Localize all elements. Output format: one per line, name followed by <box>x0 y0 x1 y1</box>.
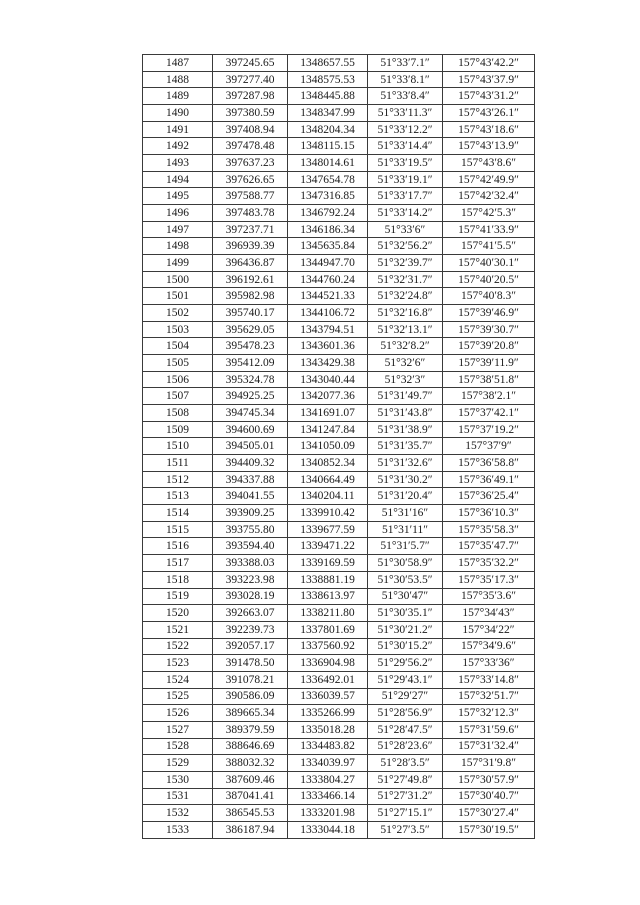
x-coordinate-cell: 395412.09 <box>213 355 288 372</box>
y-coordinate-cell: 1339471.22 <box>288 538 368 555</box>
table-row <box>143 671 535 688</box>
x-coordinate-cell: 394600.69 <box>213 421 288 438</box>
point-number-cell: 1531 <box>143 788 213 805</box>
latitude-cell: 51°31′20.4″ <box>368 488 443 505</box>
x-coordinate-cell: 393388.03 <box>213 555 288 572</box>
x-coordinate-cell: 388646.69 <box>213 738 288 755</box>
longitude-cell: 157°30′57.9″ <box>443 771 535 788</box>
y-coordinate-cell: 1343429.38 <box>288 355 368 372</box>
x-coordinate-cell: 397637.23 <box>213 155 288 172</box>
longitude-cell: 157°35′32.2″ <box>443 555 535 572</box>
point-number-cell: 1499 <box>143 255 213 272</box>
y-coordinate-cell: 1333201.98 <box>288 805 368 822</box>
table-row <box>143 55 535 72</box>
longitude-cell: 157°32′12.3″ <box>443 705 535 722</box>
table-row <box>143 121 535 138</box>
longitude-cell: 157°31′59.6″ <box>443 721 535 738</box>
latitude-cell: 51°33′7.1″ <box>368 55 443 72</box>
table-row <box>143 138 535 155</box>
x-coordinate-cell: 397237.71 <box>213 221 288 238</box>
y-coordinate-cell: 1336492.01 <box>288 671 368 688</box>
y-coordinate-cell: 1343794.51 <box>288 321 368 338</box>
point-number-cell: 1513 <box>143 488 213 505</box>
y-coordinate-cell: 1333044.18 <box>288 821 368 838</box>
point-number-cell: 1497 <box>143 221 213 238</box>
point-number-cell: 1505 <box>143 355 213 372</box>
point-number-cell: 1507 <box>143 388 213 405</box>
latitude-cell: 51°31′49.7″ <box>368 388 443 405</box>
point-number-cell: 1525 <box>143 688 213 705</box>
longitude-cell: 157°39′30.7″ <box>443 321 535 338</box>
x-coordinate-cell: 392057.17 <box>213 638 288 655</box>
table-row <box>143 538 535 555</box>
x-coordinate-cell: 391478.50 <box>213 655 288 672</box>
y-coordinate-cell: 1337560.92 <box>288 638 368 655</box>
latitude-cell: 51°32′6″ <box>368 355 443 372</box>
table-row <box>143 355 535 372</box>
longitude-cell: 157°36′10.3″ <box>443 505 535 522</box>
latitude-cell: 51°31′30.2″ <box>368 471 443 488</box>
table-row <box>143 288 535 305</box>
longitude-cell: 157°36′49.1″ <box>443 471 535 488</box>
table-row <box>143 171 535 188</box>
latitude-cell: 51°33′19.5″ <box>368 155 443 172</box>
longitude-cell: 157°40′30.1″ <box>443 255 535 272</box>
longitude-cell: 157°30′27.4″ <box>443 805 535 822</box>
table-row <box>143 205 535 222</box>
point-number-cell: 1503 <box>143 321 213 338</box>
table-row <box>143 755 535 772</box>
point-number-cell: 1510 <box>143 438 213 455</box>
y-coordinate-cell: 1341691.07 <box>288 405 368 422</box>
y-coordinate-cell: 1333466.14 <box>288 788 368 805</box>
y-coordinate-cell: 1340204.11 <box>288 488 368 505</box>
point-number-cell: 1491 <box>143 121 213 138</box>
x-coordinate-cell: 387609.46 <box>213 771 288 788</box>
point-number-cell: 1506 <box>143 371 213 388</box>
x-coordinate-cell: 386545.53 <box>213 805 288 822</box>
latitude-cell: 51°30′21.2″ <box>368 621 443 638</box>
longitude-cell: 157°33′36″ <box>443 655 535 672</box>
y-coordinate-cell: 1344521.33 <box>288 288 368 305</box>
point-number-cell: 1488 <box>143 71 213 88</box>
point-number-cell: 1528 <box>143 738 213 755</box>
longitude-cell: 157°43′31.2″ <box>443 88 535 105</box>
longitude-cell: 157°32′51.7″ <box>443 688 535 705</box>
y-coordinate-cell: 1340664.49 <box>288 471 368 488</box>
table-row <box>143 255 535 272</box>
latitude-cell: 51°33′14.2″ <box>368 205 443 222</box>
longitude-cell: 157°35′3.6″ <box>443 588 535 605</box>
point-number-cell: 1496 <box>143 205 213 222</box>
coordinates-table <box>142 54 535 839</box>
y-coordinate-cell: 1338613.97 <box>288 588 368 605</box>
x-coordinate-cell: 389665.34 <box>213 705 288 722</box>
latitude-cell: 51°33′6″ <box>368 221 443 238</box>
longitude-cell: 157°39′11.9″ <box>443 355 535 372</box>
point-number-cell: 1511 <box>143 455 213 472</box>
point-number-cell: 1518 <box>143 571 213 588</box>
point-number-cell: 1521 <box>143 621 213 638</box>
point-number-cell: 1489 <box>143 88 213 105</box>
longitude-cell: 157°39′20.8″ <box>443 338 535 355</box>
y-coordinate-cell: 1342077.36 <box>288 388 368 405</box>
y-coordinate-cell: 1341050.09 <box>288 438 368 455</box>
x-coordinate-cell: 392663.07 <box>213 605 288 622</box>
x-coordinate-cell: 394505.01 <box>213 438 288 455</box>
table-row <box>143 155 535 172</box>
point-number-cell: 1517 <box>143 555 213 572</box>
x-coordinate-cell: 397287.98 <box>213 88 288 105</box>
table-row <box>143 788 535 805</box>
longitude-cell: 157°42′32.4″ <box>443 188 535 205</box>
latitude-cell: 51°32′56.2″ <box>368 238 443 255</box>
x-coordinate-cell: 395982.98 <box>213 288 288 305</box>
y-coordinate-cell: 1348014.61 <box>288 155 368 172</box>
point-number-cell: 1519 <box>143 588 213 605</box>
point-number-cell: 1526 <box>143 705 213 722</box>
point-number-cell: 1504 <box>143 338 213 355</box>
x-coordinate-cell: 397478.48 <box>213 138 288 155</box>
y-coordinate-cell: 1348347.99 <box>288 105 368 122</box>
y-coordinate-cell: 1348204.34 <box>288 121 368 138</box>
longitude-cell: 157°38′2.1″ <box>443 388 535 405</box>
y-coordinate-cell: 1334039.97 <box>288 755 368 772</box>
x-coordinate-cell: 394041.55 <box>213 488 288 505</box>
point-number-cell: 1520 <box>143 605 213 622</box>
x-coordinate-cell: 393028.19 <box>213 588 288 605</box>
x-coordinate-cell: 390586.09 <box>213 688 288 705</box>
table-row <box>143 388 535 405</box>
x-coordinate-cell: 397380.59 <box>213 105 288 122</box>
y-coordinate-cell: 1336039.57 <box>288 688 368 705</box>
point-number-cell: 1502 <box>143 305 213 322</box>
latitude-cell: 51°32′39.7″ <box>368 255 443 272</box>
y-coordinate-cell: 1333804.27 <box>288 771 368 788</box>
latitude-cell: 51°31′16″ <box>368 505 443 522</box>
table-row <box>143 655 535 672</box>
table-row <box>143 188 535 205</box>
table-row <box>143 705 535 722</box>
table-row <box>143 321 535 338</box>
point-number-cell: 1494 <box>143 171 213 188</box>
y-coordinate-cell: 1338881.19 <box>288 571 368 588</box>
coordinates-table-body <box>143 55 535 839</box>
table-row <box>143 738 535 755</box>
x-coordinate-cell: 396436.87 <box>213 255 288 272</box>
table-row <box>143 405 535 422</box>
y-coordinate-cell: 1336904.98 <box>288 655 368 672</box>
longitude-cell: 157°43′42.2″ <box>443 55 535 72</box>
table-row <box>143 371 535 388</box>
latitude-cell: 51°33′19.1″ <box>368 171 443 188</box>
longitude-cell: 157°42′49.9″ <box>443 171 535 188</box>
y-coordinate-cell: 1345635.84 <box>288 238 368 255</box>
table-row <box>143 605 535 622</box>
x-coordinate-cell: 397277.40 <box>213 71 288 88</box>
table-row <box>143 505 535 522</box>
longitude-cell: 157°31′9.8″ <box>443 755 535 772</box>
table-row <box>143 88 535 105</box>
y-coordinate-cell: 1347654.78 <box>288 171 368 188</box>
table-row <box>143 221 535 238</box>
longitude-cell: 157°37′19.2″ <box>443 421 535 438</box>
table-row <box>143 238 535 255</box>
y-coordinate-cell: 1348115.15 <box>288 138 368 155</box>
x-coordinate-cell: 388032.32 <box>213 755 288 772</box>
longitude-cell: 157°40′8.3″ <box>443 288 535 305</box>
x-coordinate-cell: 397626.65 <box>213 171 288 188</box>
latitude-cell: 51°33′8.4″ <box>368 88 443 105</box>
longitude-cell: 157°35′47.7″ <box>443 538 535 555</box>
table-row <box>143 471 535 488</box>
longitude-cell: 157°33′14.8″ <box>443 671 535 688</box>
longitude-cell: 157°35′58.3″ <box>443 521 535 538</box>
longitude-cell: 157°41′5.5″ <box>443 238 535 255</box>
table-row <box>143 805 535 822</box>
latitude-cell: 51°27′3.5″ <box>368 821 443 838</box>
table-row <box>143 521 535 538</box>
x-coordinate-cell: 392239.73 <box>213 621 288 638</box>
latitude-cell: 51°28′56.9″ <box>368 705 443 722</box>
point-number-cell: 1516 <box>143 538 213 555</box>
y-coordinate-cell: 1334483.82 <box>288 738 368 755</box>
longitude-cell: 157°41′33.9″ <box>443 221 535 238</box>
y-coordinate-cell: 1348657.55 <box>288 55 368 72</box>
longitude-cell: 157°43′8.6″ <box>443 155 535 172</box>
point-number-cell: 1530 <box>143 771 213 788</box>
x-coordinate-cell: 394337.88 <box>213 471 288 488</box>
latitude-cell: 51°31′32.6″ <box>368 455 443 472</box>
table-row <box>143 771 535 788</box>
longitude-cell: 157°34′43″ <box>443 605 535 622</box>
y-coordinate-cell: 1339169.59 <box>288 555 368 572</box>
x-coordinate-cell: 389379.59 <box>213 721 288 738</box>
longitude-cell: 157°36′58.8″ <box>443 455 535 472</box>
y-coordinate-cell: 1344947.70 <box>288 255 368 272</box>
latitude-cell: 51°31′38.9″ <box>368 421 443 438</box>
table-row <box>143 621 535 638</box>
latitude-cell: 51°29′43.1″ <box>368 671 443 688</box>
x-coordinate-cell: 393594.40 <box>213 538 288 555</box>
point-number-cell: 1500 <box>143 271 213 288</box>
latitude-cell: 51°33′11.3″ <box>368 105 443 122</box>
point-number-cell: 1509 <box>143 421 213 438</box>
table-row <box>143 105 535 122</box>
table-row <box>143 338 535 355</box>
latitude-cell: 51°28′23.6″ <box>368 738 443 755</box>
table-row <box>143 455 535 472</box>
latitude-cell: 51°33′12.2″ <box>368 121 443 138</box>
x-coordinate-cell: 391078.21 <box>213 671 288 688</box>
x-coordinate-cell: 396939.39 <box>213 238 288 255</box>
latitude-cell: 51°28′47.5″ <box>368 721 443 738</box>
x-coordinate-cell: 386187.94 <box>213 821 288 838</box>
y-coordinate-cell: 1348445.88 <box>288 88 368 105</box>
latitude-cell: 51°32′13.1″ <box>368 321 443 338</box>
y-coordinate-cell: 1348575.53 <box>288 71 368 88</box>
latitude-cell: 51°28′3.5″ <box>368 755 443 772</box>
longitude-cell: 157°36′25.4″ <box>443 488 535 505</box>
x-coordinate-cell: 396192.61 <box>213 271 288 288</box>
latitude-cell: 51°31′43.8″ <box>368 405 443 422</box>
point-number-cell: 1532 <box>143 805 213 822</box>
point-number-cell: 1514 <box>143 505 213 522</box>
y-coordinate-cell: 1346792.24 <box>288 205 368 222</box>
point-number-cell: 1501 <box>143 288 213 305</box>
x-coordinate-cell: 397483.78 <box>213 205 288 222</box>
latitude-cell: 51°33′17.7″ <box>368 188 443 205</box>
point-number-cell: 1493 <box>143 155 213 172</box>
x-coordinate-cell: 397408.94 <box>213 121 288 138</box>
x-coordinate-cell: 395629.05 <box>213 321 288 338</box>
latitude-cell: 51°30′58.9″ <box>368 555 443 572</box>
table-row <box>143 721 535 738</box>
point-number-cell: 1524 <box>143 671 213 688</box>
latitude-cell: 51°31′11″ <box>368 521 443 538</box>
longitude-cell: 157°43′18.6″ <box>443 121 535 138</box>
y-coordinate-cell: 1346186.34 <box>288 221 368 238</box>
y-coordinate-cell: 1339910.42 <box>288 505 368 522</box>
y-coordinate-cell: 1335018.28 <box>288 721 368 738</box>
latitude-cell: 51°32′3″ <box>368 371 443 388</box>
y-coordinate-cell: 1347316.85 <box>288 188 368 205</box>
table-row <box>143 638 535 655</box>
x-coordinate-cell: 387041.41 <box>213 788 288 805</box>
table-row <box>143 555 535 572</box>
x-coordinate-cell: 397245.65 <box>213 55 288 72</box>
x-coordinate-cell: 394925.25 <box>213 388 288 405</box>
longitude-cell: 157°42′5.3″ <box>443 205 535 222</box>
table-row <box>143 821 535 838</box>
point-number-cell: 1527 <box>143 721 213 738</box>
latitude-cell: 51°32′8.2″ <box>368 338 443 355</box>
y-coordinate-cell: 1344760.24 <box>288 271 368 288</box>
table-row <box>143 71 535 88</box>
longitude-cell: 157°43′37.9″ <box>443 71 535 88</box>
latitude-cell: 51°31′5.7″ <box>368 538 443 555</box>
latitude-cell: 51°33′8.1″ <box>368 71 443 88</box>
latitude-cell: 51°27′31.2″ <box>368 788 443 805</box>
point-number-cell: 1508 <box>143 405 213 422</box>
longitude-cell: 157°37′42.1″ <box>443 405 535 422</box>
x-coordinate-cell: 395740.17 <box>213 305 288 322</box>
point-number-cell: 1490 <box>143 105 213 122</box>
longitude-cell: 157°34′22″ <box>443 621 535 638</box>
latitude-cell: 51°27′49.8″ <box>368 771 443 788</box>
longitude-cell: 157°38′51.8″ <box>443 371 535 388</box>
latitude-cell: 51°29′27″ <box>368 688 443 705</box>
x-coordinate-cell: 393755.80 <box>213 521 288 538</box>
longitude-cell: 157°43′26.1″ <box>443 105 535 122</box>
x-coordinate-cell: 394409.32 <box>213 455 288 472</box>
point-number-cell: 1487 <box>143 55 213 72</box>
latitude-cell: 51°30′47″ <box>368 588 443 605</box>
x-coordinate-cell: 397588.77 <box>213 188 288 205</box>
table-row <box>143 421 535 438</box>
y-coordinate-cell: 1338211.80 <box>288 605 368 622</box>
point-number-cell: 1512 <box>143 471 213 488</box>
point-number-cell: 1495 <box>143 188 213 205</box>
table-row <box>143 571 535 588</box>
y-coordinate-cell: 1339677.59 <box>288 521 368 538</box>
point-number-cell: 1529 <box>143 755 213 772</box>
longitude-cell: 157°39′46.9″ <box>443 305 535 322</box>
longitude-cell: 157°43′13.9″ <box>443 138 535 155</box>
longitude-cell: 157°35′17.3″ <box>443 571 535 588</box>
latitude-cell: 51°32′16.8″ <box>368 305 443 322</box>
longitude-cell: 157°30′40.7″ <box>443 788 535 805</box>
latitude-cell: 51°27′15.1″ <box>368 805 443 822</box>
y-coordinate-cell: 1335266.99 <box>288 705 368 722</box>
x-coordinate-cell: 393223.98 <box>213 571 288 588</box>
y-coordinate-cell: 1337801.69 <box>288 621 368 638</box>
longitude-cell: 157°37′9″ <box>443 438 535 455</box>
latitude-cell: 51°30′53.5″ <box>368 571 443 588</box>
y-coordinate-cell: 1344106.72 <box>288 305 368 322</box>
latitude-cell: 51°32′24.8″ <box>368 288 443 305</box>
table-row <box>143 271 535 288</box>
table-row <box>143 688 535 705</box>
longitude-cell: 157°30′19.5″ <box>443 821 535 838</box>
x-coordinate-cell: 395324.78 <box>213 371 288 388</box>
point-number-cell: 1492 <box>143 138 213 155</box>
point-number-cell: 1522 <box>143 638 213 655</box>
latitude-cell: 51°31′35.7″ <box>368 438 443 455</box>
latitude-cell: 51°32′31.7″ <box>368 271 443 288</box>
latitude-cell: 51°29′56.2″ <box>368 655 443 672</box>
latitude-cell: 51°33′14.4″ <box>368 138 443 155</box>
table-row <box>143 438 535 455</box>
point-number-cell: 1498 <box>143 238 213 255</box>
table-row <box>143 305 535 322</box>
latitude-cell: 51°30′15.2″ <box>368 638 443 655</box>
point-number-cell: 1515 <box>143 521 213 538</box>
longitude-cell: 157°40′20.5″ <box>443 271 535 288</box>
table-row <box>143 488 535 505</box>
point-number-cell: 1533 <box>143 821 213 838</box>
latitude-cell: 51°30′35.1″ <box>368 605 443 622</box>
longitude-cell: 157°34′9.6″ <box>443 638 535 655</box>
table-row <box>143 588 535 605</box>
y-coordinate-cell: 1341247.84 <box>288 421 368 438</box>
longitude-cell: 157°31′32.4″ <box>443 738 535 755</box>
y-coordinate-cell: 1343601.36 <box>288 338 368 355</box>
y-coordinate-cell: 1340852.34 <box>288 455 368 472</box>
x-coordinate-cell: 394745.34 <box>213 405 288 422</box>
x-coordinate-cell: 395478.23 <box>213 338 288 355</box>
x-coordinate-cell: 393909.25 <box>213 505 288 522</box>
y-coordinate-cell: 1343040.44 <box>288 371 368 388</box>
point-number-cell: 1523 <box>143 655 213 672</box>
